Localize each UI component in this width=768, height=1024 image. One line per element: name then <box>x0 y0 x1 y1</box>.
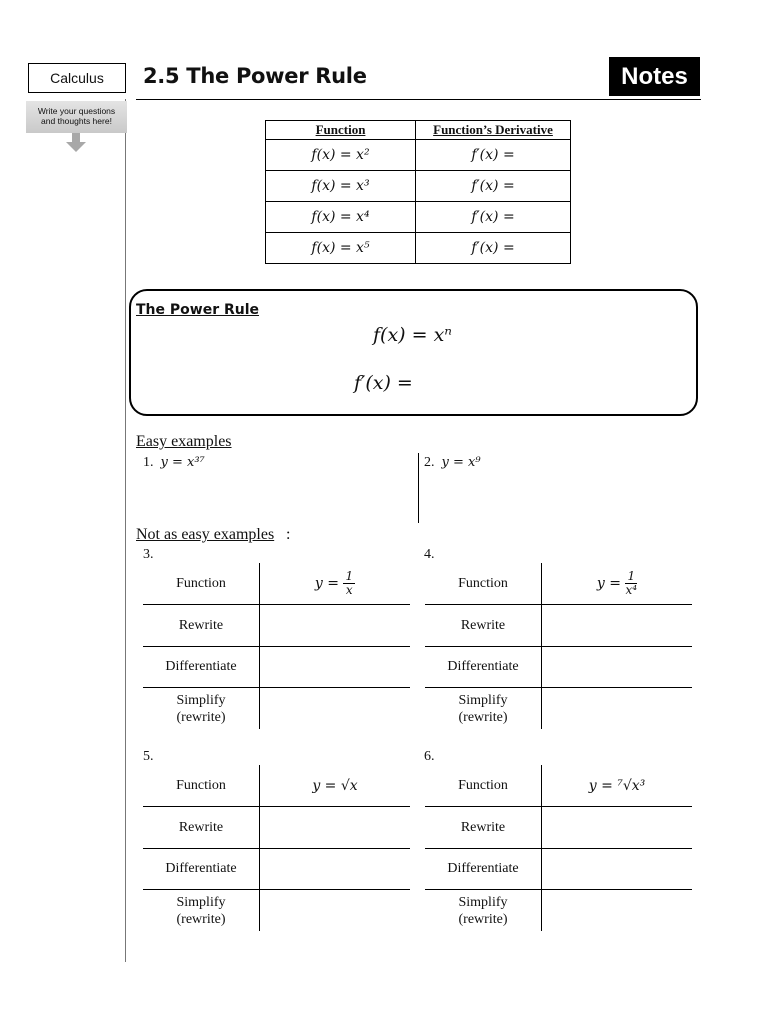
table-row <box>266 140 571 171</box>
row-label-rewrite: Rewrite <box>425 605 542 647</box>
function-lhs: y = <box>596 575 621 592</box>
simplify-cell[interactable] <box>542 890 693 932</box>
example-number: 1. <box>143 455 154 470</box>
margin-prompt-line2: and thoughts here! <box>41 116 112 126</box>
fraction-denominator: x⁴ <box>625 583 638 597</box>
function-value: y = √x <box>260 765 411 807</box>
row-label-function: Function <box>425 765 542 807</box>
example-number-4: 4. <box>424 547 435 562</box>
rewrite-cell[interactable] <box>542 605 693 647</box>
simplify-label: Simplify <box>176 894 226 910</box>
column-header-function: Function <box>266 121 416 140</box>
simplify-cell[interactable] <box>260 688 411 730</box>
derivative-table <box>265 120 571 264</box>
table-row <box>266 233 571 264</box>
fraction-numerator: 1 <box>627 569 636 583</box>
row-label-differentiate: Differentiate <box>143 647 260 688</box>
fraction <box>625 570 637 597</box>
differentiate-cell[interactable] <box>260 647 411 688</box>
row-label-differentiate: Differentiate <box>425 647 542 688</box>
row-label-function: Function <box>143 563 260 605</box>
table-row <box>266 171 571 202</box>
function-cell: f(x) = x⁴ <box>266 202 416 233</box>
row-label-simplify <box>425 688 542 730</box>
margin-prompt <box>26 101 127 133</box>
row-label-simplify <box>143 688 260 730</box>
function-cell: f(x) = x⁵ <box>266 233 416 264</box>
row-label-rewrite: Rewrite <box>143 605 260 647</box>
work-table-4 <box>425 563 692 729</box>
example-1 <box>143 455 205 471</box>
simplify-sub-label: (rewrite) <box>458 911 508 927</box>
derivative-cell: f′(x) = <box>416 171 571 202</box>
example-expression: y = x³⁷ <box>160 455 205 470</box>
work-table-6 <box>425 765 692 931</box>
simplify-cell[interactable] <box>542 688 693 730</box>
row-label-simplify <box>425 890 542 932</box>
function-value <box>260 563 411 605</box>
simplify-cell[interactable] <box>260 890 411 932</box>
margin-prompt-line1: Write your questions <box>37 106 116 116</box>
header-rule <box>136 99 701 100</box>
example-2 <box>424 455 481 471</box>
row-label-simplify <box>143 890 260 932</box>
row-label-differentiate: Differentiate <box>425 849 542 890</box>
differentiate-cell[interactable] <box>542 849 693 890</box>
derivative-cell: f′(x) = <box>416 202 571 233</box>
function-value <box>542 563 693 605</box>
work-table-5 <box>143 765 410 931</box>
row-label-rewrite: Rewrite <box>425 807 542 849</box>
simplify-label: Simplify <box>176 692 226 708</box>
simplify-sub-label: (rewrite) <box>176 709 226 725</box>
row-label-function: Function <box>425 563 542 605</box>
example-number: 2. <box>424 455 435 470</box>
fraction-denominator: x <box>345 583 353 597</box>
hard-examples-heading: Not as easy examples <box>136 526 275 543</box>
row-label-differentiate: Differentiate <box>143 849 260 890</box>
simplify-label: Simplify <box>458 692 508 708</box>
page-title: 2.5 The Power Rule <box>143 64 367 88</box>
row-label-rewrite: Rewrite <box>143 807 260 849</box>
derivative-cell: f′(x) = <box>416 233 571 264</box>
easy-examples-heading: Easy examples <box>136 433 232 450</box>
example-expression: y = x⁹ <box>441 455 481 470</box>
differentiate-cell[interactable] <box>542 647 693 688</box>
rewrite-cell[interactable] <box>260 807 411 849</box>
examples-divider <box>418 453 419 523</box>
power-rule-heading: The Power Rule <box>136 302 260 318</box>
example-number-6: 6. <box>424 749 435 764</box>
function-cell: f(x) = x² <box>266 140 416 171</box>
course-label: Calculus <box>28 63 126 93</box>
work-table-3 <box>143 563 410 729</box>
row-label-function: Function <box>143 765 260 807</box>
arrow-down-icon <box>66 133 86 152</box>
simplify-sub-label: (rewrite) <box>458 709 508 725</box>
rewrite-cell[interactable] <box>260 605 411 647</box>
fraction-numerator: 1 <box>345 569 354 583</box>
rewrite-cell[interactable] <box>542 807 693 849</box>
example-number-3: 3. <box>143 547 154 562</box>
example-number-5: 5. <box>143 749 154 764</box>
function-value: y = ⁷√x³ <box>542 765 693 807</box>
differentiate-cell[interactable] <box>260 849 411 890</box>
simplify-label: Simplify <box>458 894 508 910</box>
power-rule-equation: f(x) = xⁿ <box>373 324 452 346</box>
column-header-derivative: Function’s Derivative <box>416 121 571 140</box>
simplify-sub-label: (rewrite) <box>176 911 226 927</box>
function-lhs: y = <box>314 575 339 592</box>
margin-rule <box>125 99 126 962</box>
function-cell: f(x) = x³ <box>266 171 416 202</box>
table-row <box>266 202 571 233</box>
hard-examples-colon: : <box>286 526 291 543</box>
fraction <box>343 570 355 597</box>
notes-badge: Notes <box>609 57 700 96</box>
derivative-cell: f′(x) = <box>416 140 571 171</box>
power-rule-derivative: f′(x) = <box>354 372 413 394</box>
